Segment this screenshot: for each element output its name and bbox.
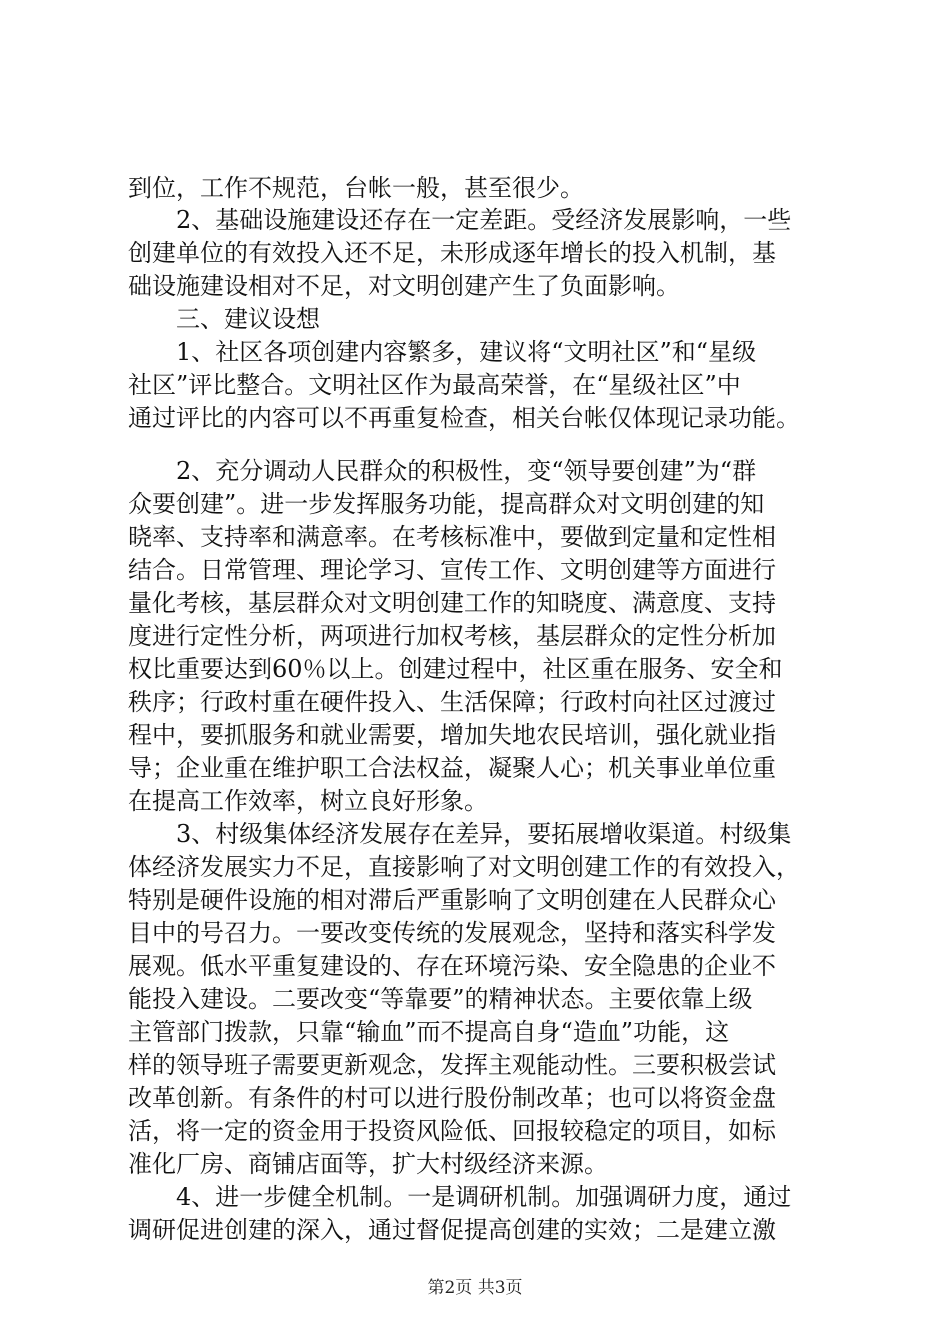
text-line: 础设施建设相对不足，对文明创建产生了负面影响。 xyxy=(128,272,680,300)
text-line: 特别是硬件设施的相对滞后严重影响了文明创建在人民群众心 xyxy=(128,886,776,914)
text-line: 创建单位的有效投入还不足，未形成逐年增长的投入机制，基 xyxy=(128,239,776,267)
text-line: 目中的号召力。一要改变传统的发展观念，坚持和落实科学发 xyxy=(128,919,776,947)
text-line: 程中，要抓服务和就业需要，增加失地农民培训，强化就业指 xyxy=(128,721,776,749)
text-line: 社区”评比整合。文明社区作为最高荣誉，在“星级社区”中 xyxy=(128,371,741,399)
text-line: 主管部门拨款，只靠“输血”而不提高自身“造血”功能，这 xyxy=(128,1018,730,1046)
text-line: 2、充分调动人民群众的积极性，变“领导要创建”为“群 xyxy=(128,457,757,485)
text-line: 3、村级集体经济发展存在差异，要拓展增收渠道。村级集 xyxy=(128,820,792,848)
text-line: 准化厂房、商铺店面等，扩大村级经济来源。 xyxy=(128,1150,608,1178)
text-line: 众要创建”。进一步发挥服务功能，提高群众对文明创建的知 xyxy=(128,490,765,518)
text-line: 度进行定性分析，两项进行加权考核，基层群众的定性分析加 xyxy=(128,622,776,650)
text-line: 晓率、支持率和满意率。在考核标准中，要做到定量和定性相 xyxy=(128,523,776,551)
text-line: 活，将一定的资金用于投资风险低、回报较稳定的项目，如标 xyxy=(128,1117,776,1145)
text-line: 权比重要达到60％以上。创建过程中，社区重在服务、安全和 xyxy=(128,655,783,683)
text-line: 三、建议设想 xyxy=(128,305,320,333)
text-line: 能投入建设。二要改变“等靠要”的精神状态。主要依靠上级 xyxy=(128,985,753,1013)
text-line: 到位，工作不规范，台帐一般，甚至很少。 xyxy=(128,174,584,202)
page-footer: 第2页 共3页 xyxy=(427,1278,523,1298)
text-line: 体经济发展实力不足，直接影响了对文明创建工作的有效投入， xyxy=(128,853,800,881)
text-line: 量化考核，基层群众对文明创建工作的知晓度、满意度、支持 xyxy=(128,589,776,617)
text-line: 调研促进创建的深入，通过督促提高创建的实效；二是建立激 xyxy=(128,1216,776,1244)
text-line: 秩序；行政村重在硬件投入、生活保障；行政村向社区过渡过 xyxy=(128,688,776,716)
text-line: 样的领导班子需要更新观念，发挥主观能动性。三要积极尝试 xyxy=(128,1051,776,1079)
text-line: 1、社区各项创建内容繁多，建议将“文明社区”和“星级 xyxy=(128,338,757,366)
text-line: 结合。日常管理、理论学习、宣传工作、文明创建等方面进行 xyxy=(128,556,776,584)
text-line: 展观。低水平重复建设的、存在环境污染、安全隐患的企业不 xyxy=(128,952,776,980)
text-line: 4、进一步健全机制。一是调研机制。加强调研力度，通过 xyxy=(128,1183,792,1211)
text-line: 导；企业重在维护职工合法权益，凝聚人心；机关事业单位重 xyxy=(128,754,776,782)
text-line: 在提高工作效率，树立良好形象。 xyxy=(128,787,488,815)
text-line: 通过评比的内容可以不再重复检查，相关台帐仅体现记录功能。 xyxy=(128,404,800,432)
text-line: 改革创新。有条件的村可以进行股份制改革；也可以将资金盘 xyxy=(128,1084,776,1112)
text-line: 2、基础设施建设还存在一定差距。受经济发展影响，一些 xyxy=(128,206,792,234)
